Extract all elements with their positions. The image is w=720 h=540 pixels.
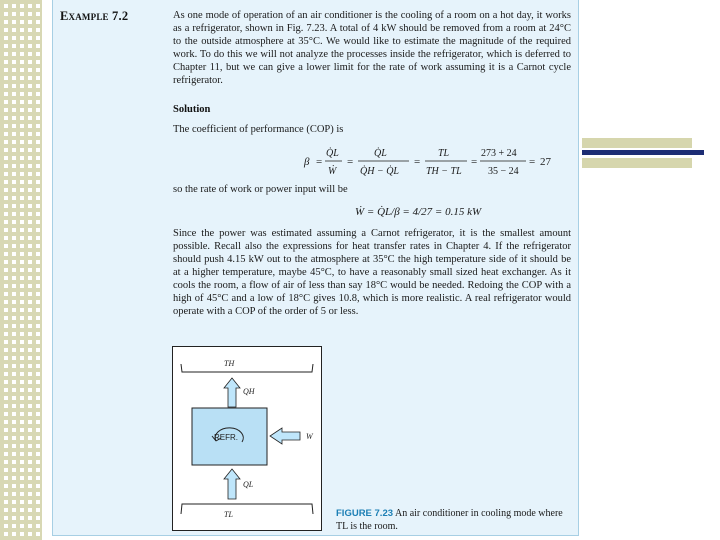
figure-caption-text: An air conditioner in cooling mode where TL is the room. [336,508,563,532]
eq-equals-2: = [347,156,354,168]
power-equation: Ẇ = Q̇L/β = 4/27 = 0.15 kW [355,206,482,218]
refrigerator-label: REFR. [214,433,238,442]
figure-caption [336,507,574,533]
solution-heading: Solution [173,104,211,115]
refrigerator-figure [172,346,322,531]
eq-numer-2: Q̇L [374,148,387,159]
eq-denom-2: Q̇H − Q̇L [360,166,399,177]
slide-decoration-bars [582,138,720,178]
eq-equals-5: = [529,156,536,168]
figure-caption-label: FIGURE 7.23 [336,508,394,519]
eq-result: 27 [540,156,551,168]
eq-denom-1: Ẇ [328,166,337,177]
eq-numer-1: Q̇L [326,148,339,159]
example-intro-paragraph: As one mode of operation of an air conditioner is the cooling of a room on a hot day, it works as a refrigerator, shown in Fig. 7.23. A total of 4 kW should be removed from a room at 24°C to the outside atmosphere at 35°C. We would like to estimate the magnitude of the required work. To do this we will not analyze the processes inside the refrigerator, which is deferred to Chapter 11, but we can give a lower limit for the rate of work assuming it is a Carnot cycle refrigerator. [173,10,571,86]
top-reservoir-label: TH [224,359,235,368]
eq-denom-4: 35 − 24 [488,166,519,177]
decor-bar-bottom [582,158,692,168]
bottom-reservoir-label: TL [224,510,233,519]
eq-equals-4: = [471,156,478,168]
eq-denom-3: TH − TL [426,166,462,177]
eq-numer-4: 273 + 24 [481,148,517,159]
eq-beta: β [304,156,310,168]
work-label: W [306,432,313,441]
example-label: Example 7.2 [60,9,129,23]
eq-equals-1: = [316,156,323,168]
eq-equals-3: = [414,156,421,168]
qh-label: QH [243,387,255,396]
ql-label: QL [243,480,254,489]
eq-numer-3: TL [438,148,450,159]
decor-bar-top [582,138,692,148]
discussion-paragraph: Since the power was estimated assuming a Carnot refrigerator, it is the smallest amount possible. Recall also the expressions for heat transfer rates in Chapter 4. If the refrigerator should push 4.15 kW out to the atmosphere at 35°C the high temperature side of it should be at a higher temperature, maybe 45°C, to have a reasonably small sized heat exchanger. As it cools the room, a flow of air of less than say 18°C would be needed. Redoing the COP with a high of 45°C and a low of 18°C gives 10.8, which is more realistic. A real refrigerator would operate with a COP of the order of 5 or less. [173,228,571,317]
cop-equation [300,144,570,180]
power-intro-text: so the rate of work or power input will be [173,184,348,195]
cop-intro-text: The coefficient of performance (COP) is [173,124,344,135]
decor-bar-middle [582,150,704,155]
left-stripe-decoration [0,0,42,540]
